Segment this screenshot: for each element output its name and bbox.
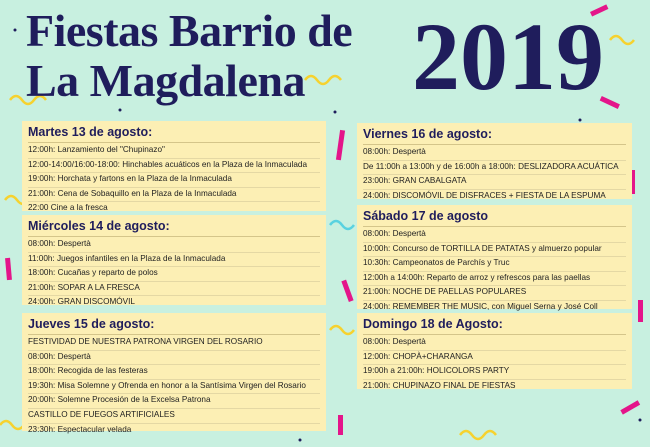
event-item: 24:00h: GRAN DISCOMÓVIL (28, 297, 135, 307)
title-year: 2019 (412, 3, 604, 110)
event-item: 21:00h: CHUPINAZO FINAL DE FIESTAS (363, 380, 516, 390)
event-item: 23:00h: GRAN CABALGATA (363, 175, 626, 190)
page-title (26, 6, 406, 106)
event-item: FESTIVIDAD DE NUESTRA PATRONA VIRGEN DEL ROSARIO (28, 336, 320, 351)
day-box-wednesday (22, 215, 326, 305)
day-box-tuesday (22, 121, 326, 211)
day-title: Miércoles 14 de agosto: (28, 219, 320, 237)
event-item: 21:00h: SOPAR A LA FRESCA (28, 282, 320, 297)
event-item: 21:00h: NOCHE DE PAELLAS POPULARES (363, 286, 626, 301)
event-item: 19:30h: Misa Solemne y Ofrenda en honor a la Santísima Virgen del Rosario (28, 380, 320, 395)
event-item: 08:00h: Despertà (363, 336, 626, 351)
title-line-2: La Magdalena (26, 55, 305, 106)
day-box-friday (357, 123, 632, 199)
event-item: 12:00h a 14:00h: Reparto de arroz y refrescos para las paellas (363, 272, 626, 287)
event-item: 18:00h: Cucañas y reparto de polos (28, 267, 320, 282)
event-item: CASTILLO DE FUEGOS ARTIFICIALES (28, 409, 320, 424)
event-item: 10:00h: Concurso de TORTILLA DE PATATAS y almuerzo popular (363, 243, 626, 258)
event-item: 24:00h: DISCOMÓVIL DE DISFRACES + FIESTA DE LA ESPUMA (363, 190, 606, 200)
event-item: 11:00h: Juegos infantiles en la Plaza de la Inmaculada (28, 253, 320, 268)
day-title: Sábado 17 de agosto (363, 209, 626, 227)
day-box-sunday (357, 313, 632, 389)
day-title: Martes 13 de agosto: (28, 125, 320, 143)
event-item: 12:00h: Lanzamiento del "Chupinazo" (28, 144, 320, 159)
event-item: 10:30h: Campeonatos de Parchís y Truc (363, 257, 626, 272)
event-item: 20:00h: Solemne Procesión de la Excelsa Patrona (28, 394, 320, 409)
title-line-1: Fiestas Barrio de (26, 5, 353, 56)
event-item: 12:00-14:00/16:00-18:00: Hinchables acuáticos en la Plaza de la Inmaculada (28, 159, 320, 174)
event-item: 08:00h: Despertà (363, 228, 626, 243)
event-item: 18:00h: Recogida de las festeras (28, 365, 320, 380)
day-box-thursday (22, 313, 326, 434)
event-item: 19:00h a 21:00h: HOLICOLORS PARTY (363, 365, 626, 380)
event-item: 23:30h: Espectacular velada (28, 424, 132, 434)
event-item: 08:00h: Despertà (28, 238, 320, 253)
event-item: 21:00h: Cena de Sobaquillo en la Plaza de la Inmaculada (28, 188, 320, 203)
event-item: 08:00h: Despertà (28, 351, 320, 366)
event-item: 24:00h: REMEMBER THE MUSIC, con Miguel Serna y José Coll (363, 301, 598, 311)
event-item: 12:00h: CHOPÀ+CHARANGA (363, 351, 626, 366)
day-title: Domingo 18 de Agosto: (363, 317, 626, 335)
day-title: Jueves 15 de agosto: (28, 317, 320, 335)
event-item: 22:00 Cine a la fresca (28, 203, 108, 213)
event-item: 19:00h: Horchata y fartons en la Plaza de la Inmaculada (28, 173, 320, 188)
day-box-saturday (357, 205, 632, 309)
day-title: Viernes 16 de agosto: (363, 127, 626, 145)
event-item: 08:00h: Despertà (363, 146, 626, 161)
event-item: De 11:00h a 13:00h y de 16:00h a 18:00h: DESLIZADORA ACUÁTICA (363, 161, 626, 176)
